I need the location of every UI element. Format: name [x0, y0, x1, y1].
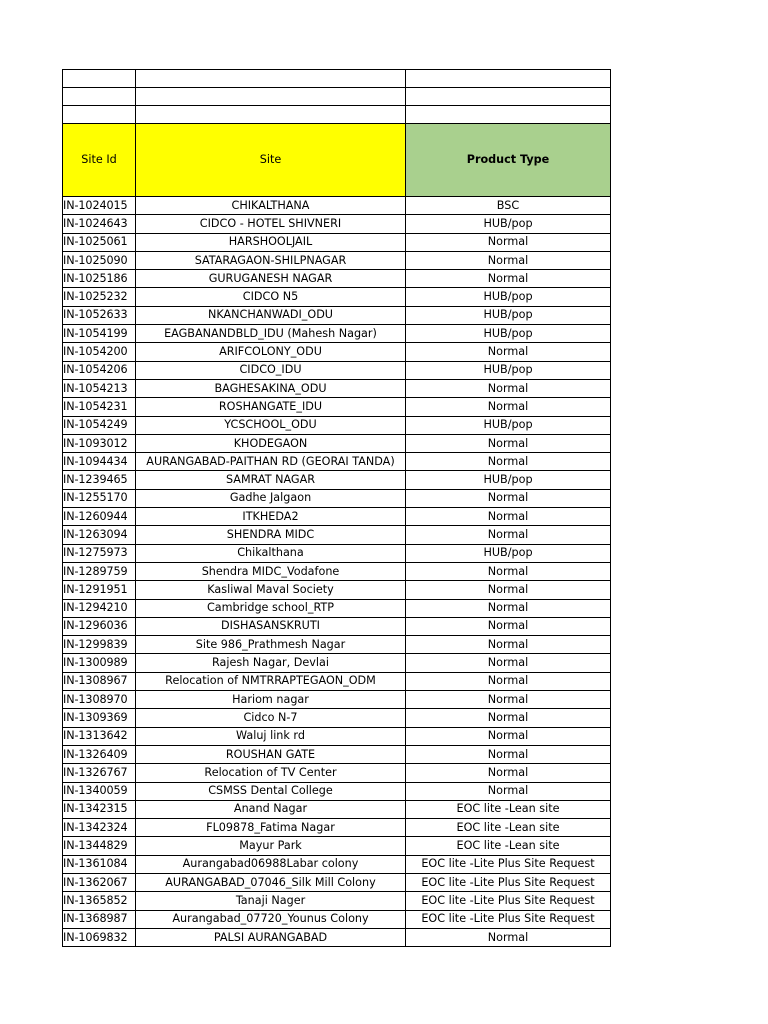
table-row [63, 636, 611, 654]
site-id-cell[interactable]: IN-1052633 [63, 306, 136, 324]
table-row [63, 910, 611, 928]
site-id-cell[interactable]: IN-1054213 [63, 379, 136, 397]
site-id-cell[interactable]: IN-1340059 [63, 782, 136, 800]
site-id-cell[interactable]: IN-1294210 [63, 599, 136, 617]
site-id-cell[interactable]: IN-1365852 [63, 892, 136, 910]
site-name-cell[interactable]: ARIFCOLONY_ODU [136, 343, 406, 361]
product-type-cell[interactable]: Normal [406, 379, 611, 397]
product-type-cell[interactable]: HUB/pop [406, 215, 611, 233]
site-name-cell[interactable]: Rajesh Nagar, Devlai [136, 654, 406, 672]
site-id-cell[interactable]: IN-1308967 [63, 672, 136, 690]
table-row [63, 434, 611, 452]
site-id-cell[interactable]: IN-1289759 [63, 562, 136, 580]
blank-cell[interactable] [63, 70, 136, 88]
site-name-cell[interactable]: FL09878_Fatima Nagar [136, 819, 406, 837]
site-id-cell[interactable]: IN-1054206 [63, 361, 136, 379]
site-id-cell[interactable]: IN-1069832 [63, 928, 136, 946]
product-type-cell[interactable]: EOC lite -Lite Plus Site Request [406, 892, 611, 910]
product-type-cell[interactable]: HUB/pop [406, 361, 611, 379]
site-name-cell[interactable]: CSMSS Dental College [136, 782, 406, 800]
site-name-cell[interactable]: ROSHANGATE_IDU [136, 398, 406, 416]
product-type-cell[interactable]: Normal [406, 672, 611, 690]
site-id-cell[interactable]: IN-1368987 [63, 910, 136, 928]
site-name-cell[interactable]: Mayur Park [136, 837, 406, 855]
header-product-type[interactable]: Product Type [406, 124, 611, 197]
table-row [63, 361, 611, 379]
header-row [63, 124, 611, 197]
blank-cell[interactable] [136, 106, 406, 124]
site-id-cell[interactable]: IN-1260944 [63, 508, 136, 526]
product-type-cell[interactable]: BSC [406, 197, 611, 215]
blank-row [63, 70, 611, 88]
product-type-cell[interactable]: EOC lite -Lite Plus Site Request [406, 855, 611, 873]
product-type-cell[interactable]: Normal [406, 270, 611, 288]
product-type-cell[interactable]: HUB/pop [406, 471, 611, 489]
product-type-cell[interactable]: Normal [406, 636, 611, 654]
product-type-cell[interactable]: Normal [406, 233, 611, 251]
site-id-cell[interactable]: IN-1275973 [63, 544, 136, 562]
blank-row [63, 106, 611, 124]
product-type-cell[interactable]: Normal [406, 654, 611, 672]
site-table-body [63, 70, 611, 947]
site-name-cell[interactable]: ROUSHAN GATE [136, 745, 406, 763]
site-id-cell[interactable]: IN-1362067 [63, 873, 136, 891]
site-name-cell[interactable]: NKANCHANWADI_ODU [136, 306, 406, 324]
site-name-cell[interactable]: Waluj link rd [136, 727, 406, 745]
site-name-cell[interactable]: Relocation of NMTRRAPTEGAON_ODM [136, 672, 406, 690]
table-row [63, 727, 611, 745]
product-type-cell[interactable]: Normal [406, 562, 611, 580]
product-type-cell[interactable]: EOC lite -Lean site [406, 837, 611, 855]
table-row [63, 562, 611, 580]
site-name-cell[interactable]: CIDCO_IDU [136, 361, 406, 379]
site-id-cell[interactable]: IN-1054231 [63, 398, 136, 416]
site-name-cell[interactable]: Relocation of TV Center [136, 764, 406, 782]
product-type-cell[interactable]: HUB/pop [406, 544, 611, 562]
site-id-cell[interactable]: IN-1024643 [63, 215, 136, 233]
site-id-cell[interactable]: IN-1361084 [63, 855, 136, 873]
site-id-cell[interactable]: IN-1025232 [63, 288, 136, 306]
table-row [63, 892, 611, 910]
site-name-cell[interactable]: Aurangabad_07720_Younus Colony [136, 910, 406, 928]
site-name-cell[interactable]: DISHASANSKRUTI [136, 617, 406, 635]
blank-cell[interactable] [63, 88, 136, 106]
site-name-cell[interactable]: CHIKALTHANA [136, 197, 406, 215]
product-type-cell[interactable]: Normal [406, 928, 611, 946]
table-row [63, 544, 611, 562]
site-id-cell[interactable]: IN-1342324 [63, 819, 136, 837]
table-row [63, 251, 611, 269]
site-id-cell[interactable]: IN-1309369 [63, 709, 136, 727]
site-name-cell[interactable]: CIDCO N5 [136, 288, 406, 306]
table-row [63, 270, 611, 288]
site-name-cell[interactable]: Shendra MIDC_Vodafone [136, 562, 406, 580]
site-name-cell[interactable]: ITKHEDA2 [136, 508, 406, 526]
site-id-cell[interactable]: IN-1054249 [63, 416, 136, 434]
site-table [62, 69, 611, 947]
product-type-cell[interactable]: HUB/pop [406, 416, 611, 434]
site-name-cell[interactable]: Kasliwal Maval Society [136, 581, 406, 599]
blank-cell[interactable] [406, 88, 611, 106]
site-name-cell[interactable]: BAGHESAKINA_ODU [136, 379, 406, 397]
product-type-cell[interactable]: EOC lite -Lite Plus Site Request [406, 873, 611, 891]
table-row [63, 745, 611, 763]
site-name-cell[interactable]: YCSCHOOL_ODU [136, 416, 406, 434]
site-id-cell[interactable]: IN-1025061 [63, 233, 136, 251]
site-id-cell[interactable]: IN-1024015 [63, 197, 136, 215]
table-row [63, 398, 611, 416]
product-type-cell[interactable]: Normal [406, 581, 611, 599]
product-type-cell[interactable]: HUB/pop [406, 325, 611, 343]
table-row [63, 288, 611, 306]
site-id-cell[interactable]: IN-1326409 [63, 745, 136, 763]
table-row [63, 233, 611, 251]
product-type-cell[interactable]: Normal [406, 434, 611, 452]
blank-cell[interactable] [406, 70, 611, 88]
header-site-id[interactable]: Site Id [63, 124, 136, 197]
site-name-cell[interactable]: GURUGANESH NAGAR [136, 270, 406, 288]
site-name-cell[interactable]: Aurangabad06988Labar colony [136, 855, 406, 873]
site-id-cell[interactable]: IN-1054199 [63, 325, 136, 343]
product-type-cell[interactable]: Normal [406, 727, 611, 745]
blank-cell[interactable] [136, 70, 406, 88]
site-id-cell[interactable]: IN-1300989 [63, 654, 136, 672]
site-name-cell[interactable]: CIDCO - HOTEL SHIVNERI [136, 215, 406, 233]
site-name-cell[interactable]: AURANGABAD-PAITHAN RD (GEORAI TANDA) [136, 453, 406, 471]
site-name-cell[interactable]: AURANGABAD_07046_Silk Mill Colony [136, 873, 406, 891]
site-name-cell[interactable]: Chikalthana [136, 544, 406, 562]
site-id-cell[interactable]: IN-1326767 [63, 764, 136, 782]
site-id-cell[interactable]: IN-1054200 [63, 343, 136, 361]
product-type-cell[interactable]: Normal [406, 398, 611, 416]
product-type-cell[interactable]: Normal [406, 251, 611, 269]
product-type-cell[interactable]: Normal [406, 453, 611, 471]
site-id-cell[interactable]: IN-1313642 [63, 727, 136, 745]
product-type-cell[interactable]: Normal [406, 691, 611, 709]
product-type-cell[interactable]: EOC lite -Lean site [406, 819, 611, 837]
table-row [63, 782, 611, 800]
site-name-cell[interactable]: Gadhe Jalgaon [136, 489, 406, 507]
site-name-cell[interactable]: EAGBANANDBLD_IDU (Mahesh Nagar) [136, 325, 406, 343]
site-id-cell[interactable]: IN-1344829 [63, 837, 136, 855]
table-row [63, 489, 611, 507]
table-row [63, 581, 611, 599]
blank-cell[interactable] [406, 106, 611, 124]
table-row [63, 416, 611, 434]
table-row [63, 709, 611, 727]
product-type-cell[interactable]: EOC lite -Lean site [406, 800, 611, 818]
table-row [63, 215, 611, 233]
product-type-cell[interactable]: Normal [406, 599, 611, 617]
site-name-cell[interactable]: Tanaji Nager [136, 892, 406, 910]
site-id-cell[interactable]: IN-1025090 [63, 251, 136, 269]
site-name-cell[interactable]: Anand Nagar [136, 800, 406, 818]
blank-cell[interactable] [136, 88, 406, 106]
table-row [63, 379, 611, 397]
product-type-cell[interactable]: Normal [406, 617, 611, 635]
product-type-cell[interactable]: EOC lite -Lite Plus Site Request [406, 910, 611, 928]
table-row [63, 654, 611, 672]
table-row [63, 800, 611, 818]
product-type-cell[interactable]: Normal [406, 489, 611, 507]
site-id-cell[interactable]: IN-1094434 [63, 453, 136, 471]
product-type-cell[interactable]: Normal [406, 343, 611, 361]
site-name-cell[interactable]: Cambridge school_RTP [136, 599, 406, 617]
table-row [63, 928, 611, 946]
product-type-cell[interactable]: Normal [406, 526, 611, 544]
blank-cell[interactable] [63, 106, 136, 124]
product-type-cell[interactable]: Normal [406, 508, 611, 526]
table-row [63, 453, 611, 471]
table-row [63, 599, 611, 617]
product-type-cell[interactable]: Normal [406, 764, 611, 782]
product-type-cell[interactable]: Normal [406, 782, 611, 800]
site-id-cell[interactable]: IN-1255170 [63, 489, 136, 507]
table-row [63, 526, 611, 544]
table-row [63, 325, 611, 343]
product-type-cell[interactable]: Normal [406, 745, 611, 763]
header-site[interactable]: Site [136, 124, 406, 197]
site-name-cell[interactable]: SATARAGAON-SHILPNAGAR [136, 251, 406, 269]
site-name-cell[interactable]: KHODEGAON [136, 434, 406, 452]
table-row [63, 471, 611, 489]
site-name-cell[interactable]: Cidco N-7 [136, 709, 406, 727]
site-name-cell[interactable]: Hariom nagar [136, 691, 406, 709]
product-type-cell[interactable]: HUB/pop [406, 288, 611, 306]
product-type-cell[interactable]: HUB/pop [406, 306, 611, 324]
site-id-cell[interactable]: IN-1093012 [63, 434, 136, 452]
site-id-cell[interactable]: IN-1299839 [63, 636, 136, 654]
table-row [63, 306, 611, 324]
site-name-cell[interactable]: HARSHOOLJAIL [136, 233, 406, 251]
table-row [63, 837, 611, 855]
product-type-cell[interactable]: Normal [406, 709, 611, 727]
site-id-cell[interactable]: IN-1296036 [63, 617, 136, 635]
site-id-cell[interactable]: IN-1342315 [63, 800, 136, 818]
site-id-cell[interactable]: IN-1239465 [63, 471, 136, 489]
blank-row [63, 88, 611, 106]
table-row [63, 764, 611, 782]
table-row [63, 617, 611, 635]
table-row [63, 197, 611, 215]
site-name-cell[interactable]: PALSI AURANGABAD [136, 928, 406, 946]
table-row [63, 343, 611, 361]
site-name-cell[interactable]: SAMRAT NAGAR [136, 471, 406, 489]
site-id-cell[interactable]: IN-1308970 [63, 691, 136, 709]
site-id-cell[interactable]: IN-1291951 [63, 581, 136, 599]
site-id-cell[interactable]: IN-1025186 [63, 270, 136, 288]
site-name-cell[interactable]: SHENDRA MIDC [136, 526, 406, 544]
table-row [63, 855, 611, 873]
table-row [63, 691, 611, 709]
table-row [63, 819, 611, 837]
site-id-cell[interactable]: IN-1263094 [63, 526, 136, 544]
site-name-cell[interactable]: Site 986_Prathmesh Nagar [136, 636, 406, 654]
table-row [63, 873, 611, 891]
table-row [63, 672, 611, 690]
table-row [63, 508, 611, 526]
